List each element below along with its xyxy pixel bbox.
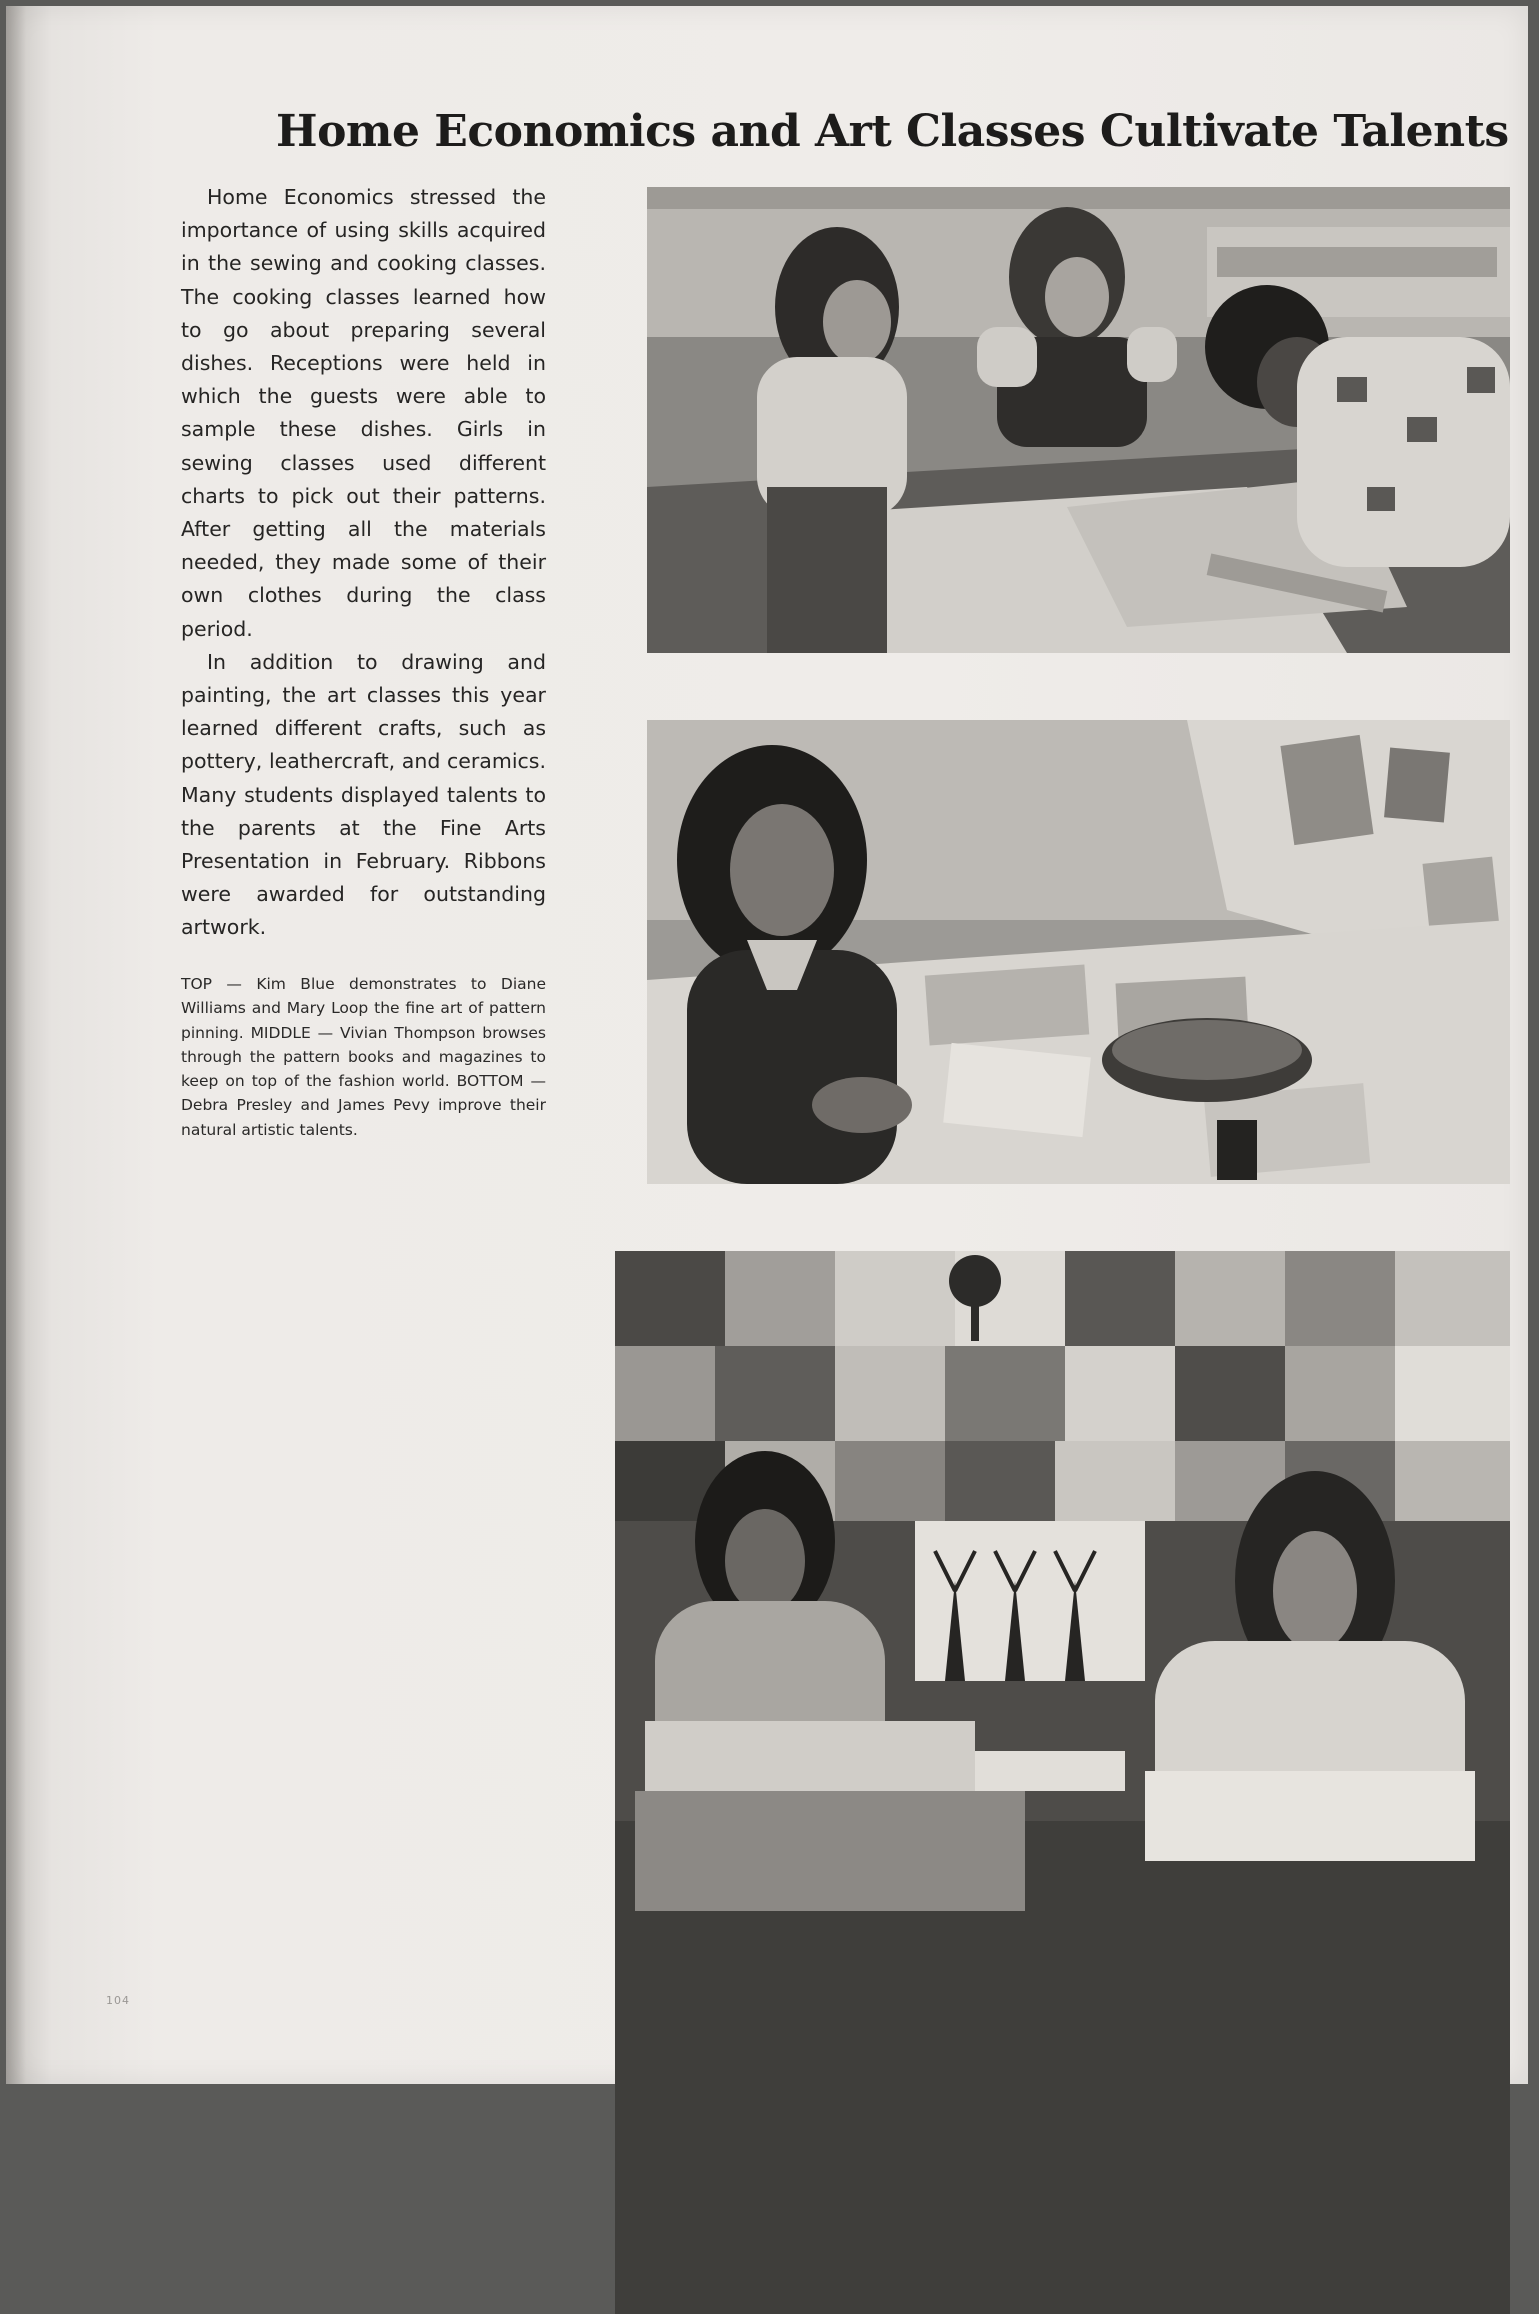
page-headline: Home Economics and Art Classes Cultivate Talents [276,106,1509,157]
photo-middle-image [647,720,1510,1184]
article-body [181,181,546,945]
page-number: 104 [106,1994,130,2007]
body-paragraph-art-classes: In addition to drawing and painting, the art classes this year learned different crafts, such as pottery, leathercraft, and ceramics. Many students displayed talents to the parents at the Fine Arts Presentation in February. Ribbons were awarded for outstanding artwork. [181,649,546,940]
photo-caption: TOP — Kim Blue demonstrates to Diane Williams and Mary Loop the fine art of pattern pinning. MIDDLE — Vivian Thompson browses through the pattern books and magazines to keep on top of the fashion world. BOTTOM — Debra Presley and James Pevy improve their natural artistic talents. [181,975,546,1139]
photo-top-sewing-class [647,187,1510,653]
photo-top-image [647,187,1510,653]
page-gutter-shadow [6,6,26,2084]
yearbook-page [6,6,1528,2084]
body-paragraph-home-economics: Home Economics stressed the importance of using skills acquired in the sewing and cooking classes. The cooking classes learned how to go about preparing several dishes. Receptions were held in which the guests were able to sample these dishes. Girls in sewing classes used different charts to pick out their patterns. After getting all the materials needed, they made some of their own clothes during the class period. [181,185,546,641]
photo-bottom-image [615,1251,1510,2314]
photo-bottom-art-class [615,1251,1510,2314]
photo-middle-pattern-books [647,720,1510,1184]
